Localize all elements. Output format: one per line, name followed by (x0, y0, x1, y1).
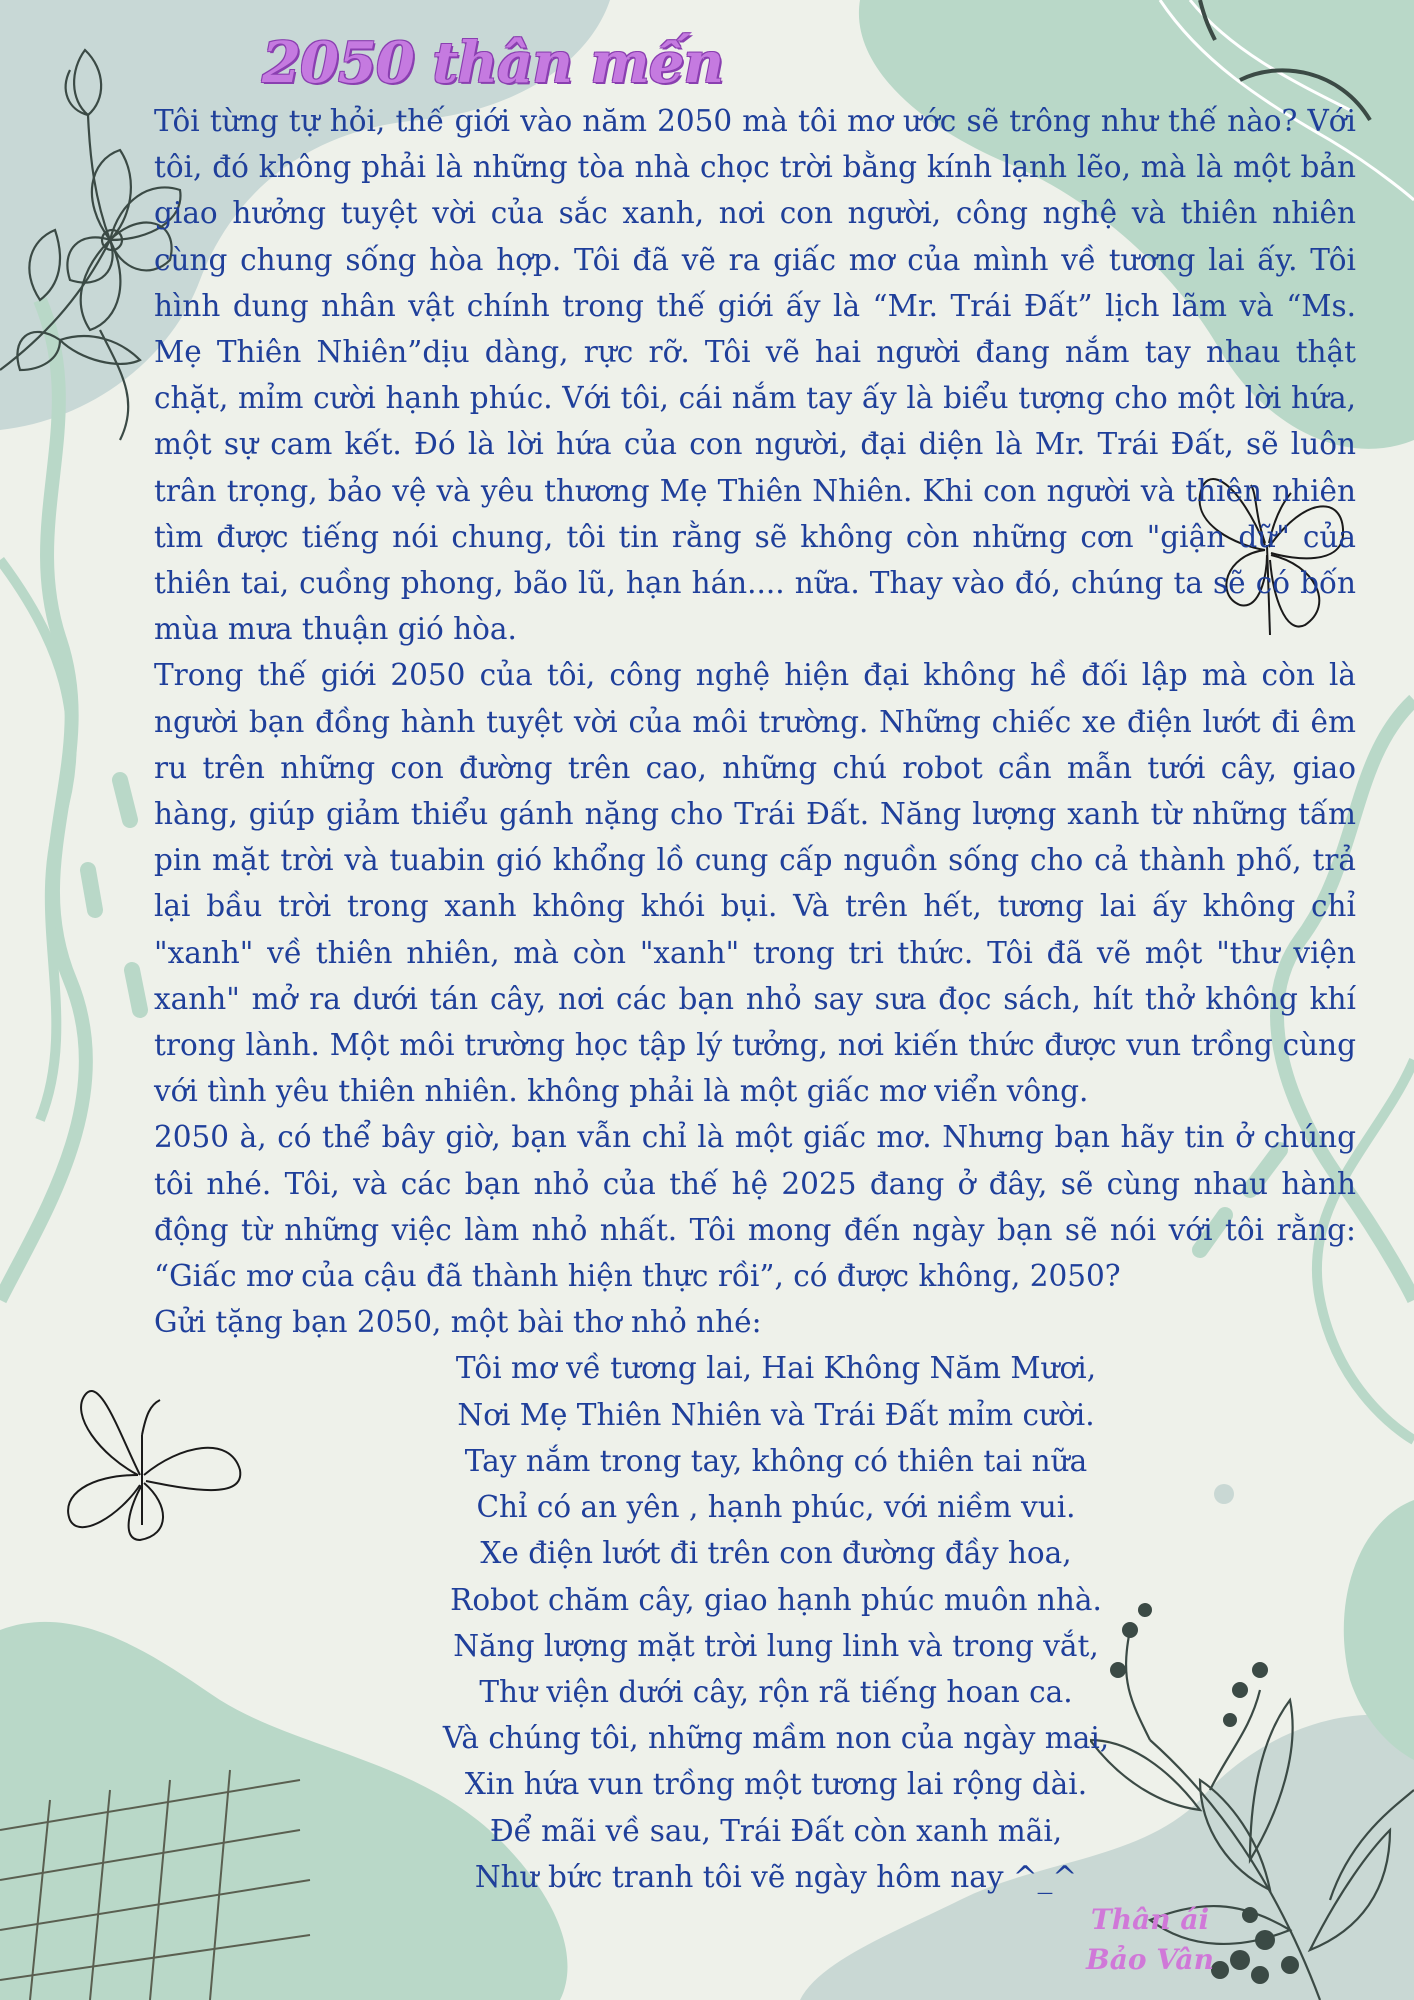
paragraph-2: Trong thế giới 2050 của tôi, công nghệ hiện đại không hề đối lập mà còn là người bạn đồng hành tuyệt vời của môi trường. Những chiếc xe điện lướt đi êm ru trên những con đường trên cao, những chú robot cần mẫn tưới cây, giao hàng, giúp giảm thiểu gánh nặng cho Trái Đất. Năng lượng xanh từ những tấm pin mặt trời và tuabin gió khổng lồ cung cấp nguồn sống cho cả thành phố, trả lại bầu trời trong xanh không khói bụi. Và trên hết, tương lai ấy không chỉ "xanh" về thiên nhiên, mà còn "xanh" trong tri thức. Tôi đã vẽ một "thư viện xanh" mở ra dưới tán cây, nơi các bạn nhỏ say sưa đọc sách, hít thở không khí trong lành. Một môi trường học tập lý tưởng, nơi kiến thức được vun trồng cùng với tình yêu thiên nhiên. không phải là một giấc mơ viển vông. (154, 658, 1356, 1109)
signature-name: Bảo Vân (1086, 1943, 1214, 1976)
signature (1080, 1900, 1220, 1980)
poem-line: Để mãi về sau, Trái Đất còn xanh mãi, (489, 1813, 1063, 1848)
paragraph-1: Tôi từng tự hỏi, thế giới vào năm 2050 mà tôi mơ ước sẽ trông như thế nào? Với tôi, đó không phải là những tòa nhà chọc trời bằng kính lạnh lẽo, mà là một bản giao hưởng tuyệt vời của sắc xanh, nơi con người, công nghệ và thiên nhiên cùng chung sống hòa hợp. Tôi đã vẽ ra giấc mơ của mình về tương lai ấy. Tôi hình dung nhân vật chính trong thế giới ấy là “Mr. Trái Đất” lịch lãm và “Ms. Mẹ Thiên Nhiên”dịu dàng, rực rỡ. Tôi vẽ hai người đang nắm tay nhau thật chặt, mỉm cười hạnh phúc. Với tôi, cái nắm tay ấy là biểu tượng cho một lời hứa, một sự cam kết. Đó là lời hứa của con người, đại diện là Mr. Trái Đất, sẽ luôn trân trọng, bảo vệ và yêu thương Mẹ Thiên Nhiên. Khi con người và thiên nhiên tìm được tiếng nói chung, tôi tin rằng sẽ không còn những cơn "giận dữ" của thiên tai, cuồng phong, bão lũ, hạn hán.... nữa. Thay vào đó, chúng ta sẽ có bốn mùa mưa thuận gió hòa. (154, 104, 1356, 647)
poem-line: Năng lượng mặt trời lung linh và trong vắt, (453, 1628, 1099, 1663)
poem-line: Nơi Mẹ Thiên Nhiên và Trái Đất mỉm cười. (457, 1397, 1095, 1432)
page-title: 2050 thân mến (262, 30, 724, 96)
poem (154, 1345, 1356, 1899)
poem-line: Robot chăm cây, giao hạnh phúc muôn nhà. (450, 1582, 1102, 1617)
letter-body (154, 98, 1356, 1900)
poem-line: Và chúng tôi, những mầm non của ngày mai, (442, 1721, 1110, 1756)
poem-line: Tôi mơ về tương lai, Hai Không Năm Mươi, (455, 1351, 1097, 1386)
poem-line: Chỉ có an yên , hạnh phúc, với niềm vui. (476, 1490, 1076, 1525)
poem-intro: Gửi tặng bạn 2050, một bài thơ nhỏ nhé: (154, 1305, 762, 1340)
poem-line: Như bức tranh tôi vẽ ngày hôm nay ^_^ (474, 1859, 1078, 1894)
poem-line: Thư viện dưới cây, rộn rã tiếng hoan ca. (479, 1674, 1073, 1709)
signature-greeting: Thân ái (1090, 1903, 1210, 1936)
poem-line: Tay nắm trong tay, không có thiên tai nữa (464, 1443, 1088, 1478)
poem-line: Xin hứa vun trồng một tương lai rộng dài. (464, 1767, 1088, 1802)
poem-line: Xe điện lướt đi trên con đường đầy hoa, (480, 1536, 1072, 1571)
paragraph-3: 2050 à, có thể bây giờ, bạn vẫn chỉ là một giấc mơ. Nhưng bạn hãy tin ở chúng tôi nhé. Tôi, và các bạn nhỏ của thế hệ 2025 đang ở đây, sẽ cùng nhau hành động từ những việc làm nhỏ nhất. Tôi mong đến ngày bạn sẽ nói với tôi rằng: “Giấc mơ của cậu đã thành hiện thực rồi”, có được không, 2050? (154, 1120, 1356, 1294)
